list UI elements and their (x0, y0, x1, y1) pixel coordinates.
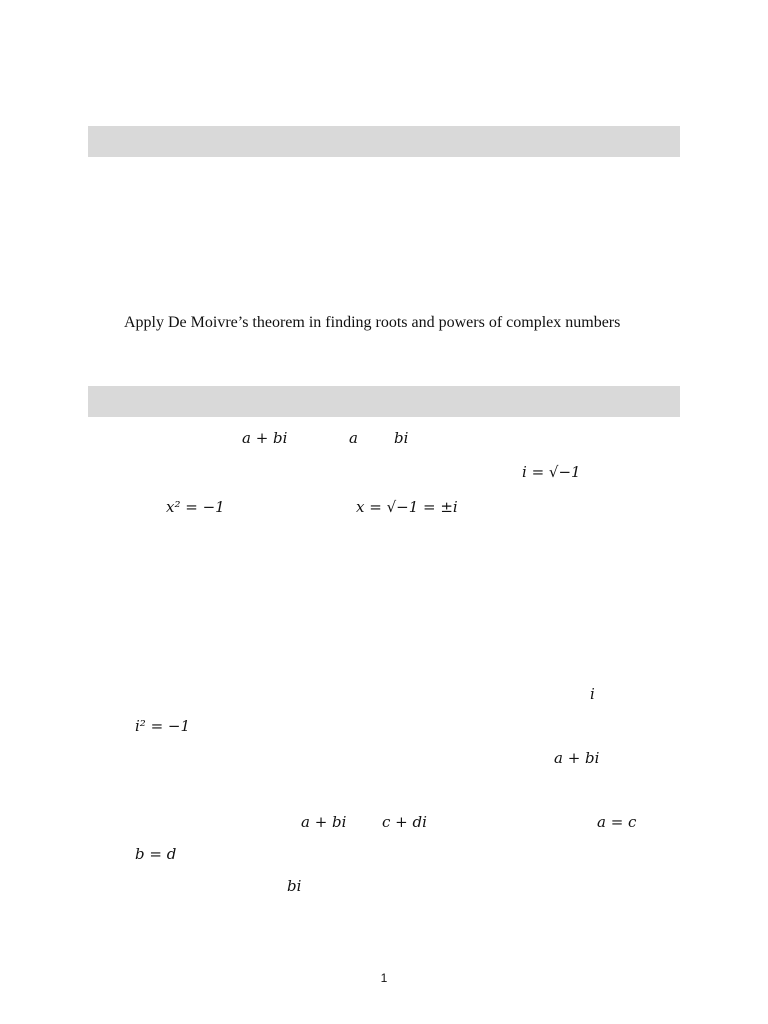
section-header-bar-1 (88, 126, 680, 157)
math-i-definition: i = √−1 (522, 463, 581, 481)
math-real-equal: a = c (597, 813, 637, 831)
math-equal-rhs: c + di (382, 813, 427, 831)
objective-text: Apply De Moivre’s theorem in finding roots and powers of complex numbers (124, 314, 621, 331)
math-pure-imaginary: bi (287, 877, 302, 895)
math-solution: x = √−1 = ±i (356, 498, 458, 516)
math-unit-i: i (590, 685, 595, 703)
math-i-squared: i² = −1 (135, 717, 191, 735)
math-equation: x² = −1 (166, 498, 225, 516)
math-imag-equal: b = d (135, 845, 177, 863)
math-real-part: a (349, 429, 358, 447)
math-standard-form-2: a + bi (554, 749, 600, 767)
math-standard-form: a + bi (242, 429, 288, 447)
math-imaginary-part: bi (394, 429, 409, 447)
math-equal-lhs: a + bi (301, 813, 347, 831)
page-number: 1 (380, 971, 388, 985)
section-header-bar-2 (88, 386, 680, 417)
